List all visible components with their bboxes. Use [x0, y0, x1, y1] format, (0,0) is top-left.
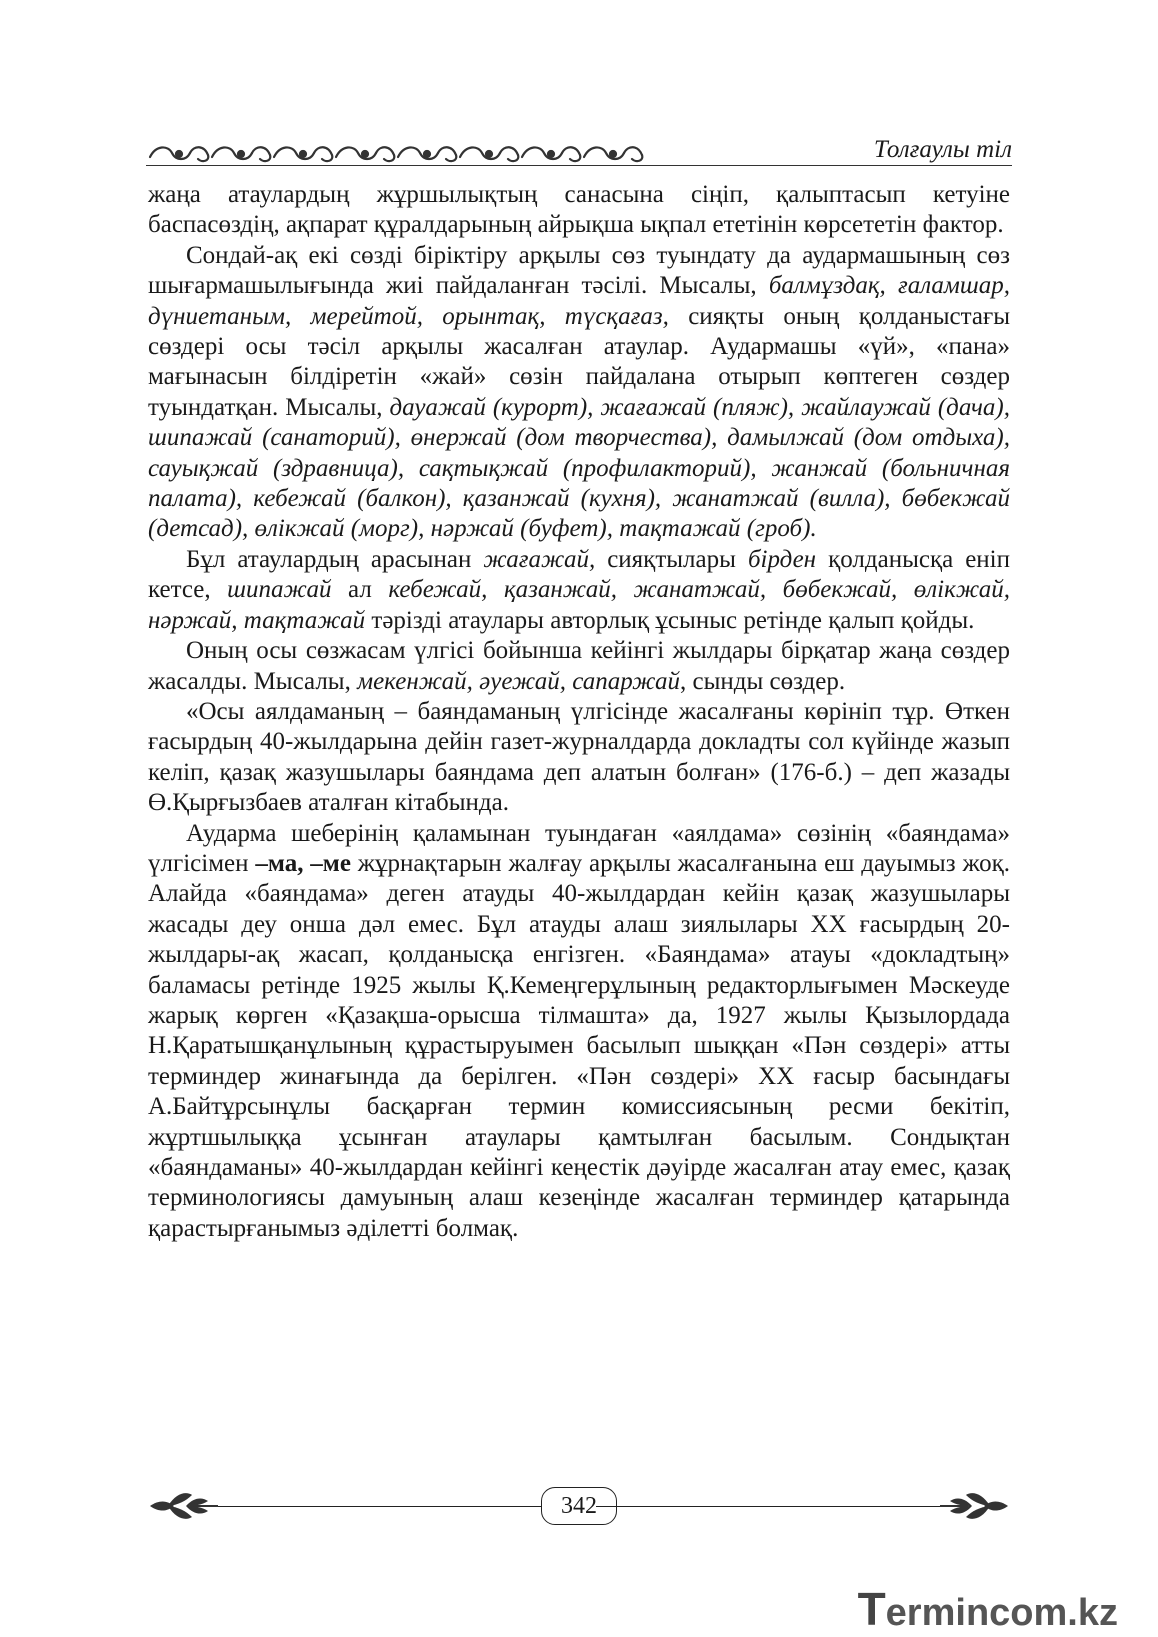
bold-text: –ма, –ме [255, 849, 351, 877]
text-run: жаңа атаулардың жұршылықтың санасына сіңіп, қалыптасып кетуіне баспасөздің, ақпарат құралдарының айрықша ықпал ететінін көрсететін фактор. [148, 181, 1010, 239]
leaf-ornament-icon [940, 1489, 1012, 1523]
italic-text: жағажай, [483, 545, 596, 573]
text-run: Оның осы сөзжасам үлгісі бойынша кейінгі жылдары бірқатар жаңа сөздер жасалды. Мысалы, [148, 637, 1010, 695]
italic-text: дауажай (курорт), жағажай (пляж), жайлаужай (дача), шипажай (санаторий), өнержай (дом творчества), дамылжай (дом отдыха), сауықжай (здравница), сақтықжай (профилакторий), жанжай (больничная палата), кебежай (балкон), қазанжай (кухня), жанатжай (вилла), бөбекжай (детсад), өлікжай (морг), нәржай (буфет), тақтажай (гроб). [148, 393, 1011, 543]
paragraph [148, 636, 1010, 697]
italic-text: кебежай, қазанжай, жанатжай, бөбекжай, өлікжай, нәржай, тақтажай [148, 576, 1010, 634]
text-run: сияқтылары [595, 545, 748, 573]
text-run: «Осы аялдаманың – баяндаманың үлгісінде жасалғаны көрініп тұр. Өткен ғасырдың 40-жылдарына дейін газет-журналдарда докладты сол күйінде жазып келіп, қазақ жазушылары баяндама деп алатын болған» (176-б.) – деп жазады Ө.Қырғызбаев аталған кітабында. [148, 697, 1010, 817]
paragraph [148, 545, 1010, 636]
paragraph [148, 180, 1010, 241]
italic-text: балмұздақ, ғаламшар, дүниетаным, мерейтой, орынтақ, түсқағаз, [148, 272, 1011, 330]
footer-rule-left [218, 1506, 562, 1507]
page-number: 342 [541, 1487, 617, 1525]
leaf-ornament-icon [146, 1489, 218, 1523]
italic-text: мекенжай, әуежай, сапаржай [357, 667, 680, 695]
text-run: Сондай-ақ екі сөзді біріктіру арқылы сөз туындату да аудармашының сөз шығармашылығында жиі пайдаланған тәсілі. Мысалы, [148, 241, 1010, 300]
footer-rule-right [596, 1506, 940, 1507]
scroll-ornament-icon [146, 137, 666, 167]
site-watermark: Termincom.kz [857, 1583, 1118, 1635]
running-title: Толғаулы тіл [873, 136, 1012, 163]
text-run: Аударма шеберінің қаламынан туындаған «аялдама» сөзінің «баяндама» үлгісімен [148, 819, 1010, 877]
text-run: тәрізді атаулары авторлық ұсыныс ретінде қалып қойды. [365, 606, 975, 634]
italic-text: бірден [747, 545, 817, 573]
paragraph [148, 697, 1010, 819]
text-run: жұрнақтарын жалғау арқылы жасалғанына еш дауымыз жоқ. Алайда «баяндама» деген атауды 40-жылдардан кейін қазақ жазушылары жасады деу онша дәл емес. Бұл атауды алаш зиялылары XX ғасырдың 20-жылдары-ақ жасап, қолданысқа енгізген. «Баяндама» атауы «докладтың» баламасы ретінде 1925 жылы Қ.Кемеңгерұлының редакторлығымен Мәскеуде жарық көрген «Қазақша-орысша тілмашта» да, 1927 жылы Қызылордада Н.Қаратышқанұлының құрастыруымен басылып шыққан «Пән сөздері» атты терминдер жинағында да берілген. «Пән сөздері» XX ғасыр басындағы А.Байтұрсынұлы басқарған термин комиссиясының ресми бекітіп, жұртшылыққа ұсынған атаулары қамтылған басылым. Сондықтан «баяндаманы» 40-жылдардан кейінгі кеңестік дәуірде жасалған атау емес, қазақ терминологиясы дамуының алаш кезеңінде жасалған терминдер қатарында қарастырғанымыз әділетті болмақ. [148, 849, 1010, 1242]
text-run: сияқты оның қолданыстағы сөздері осы тәсіл арқылы жасалған атаулар. Аудармашы «үй», «пана» мағынасын білдіретін «жай» сөзін пайдалана отырып көптеген сөздер туындатқан. Мысалы, [148, 302, 1010, 421]
text-run: ал [331, 576, 389, 604]
body-text [148, 180, 1010, 1244]
paragraph [148, 241, 1010, 545]
page-footer [146, 1483, 1012, 1527]
text-run: Бұл атаулардың арасынан [186, 545, 484, 573]
header-rule [146, 165, 1012, 166]
paragraph [148, 819, 1010, 1245]
text-run: , сынды сөздер. [680, 667, 846, 695]
italic-text: шипажай [227, 576, 332, 604]
text-run: қолданысқа еніп кетсе, [148, 545, 1011, 604]
